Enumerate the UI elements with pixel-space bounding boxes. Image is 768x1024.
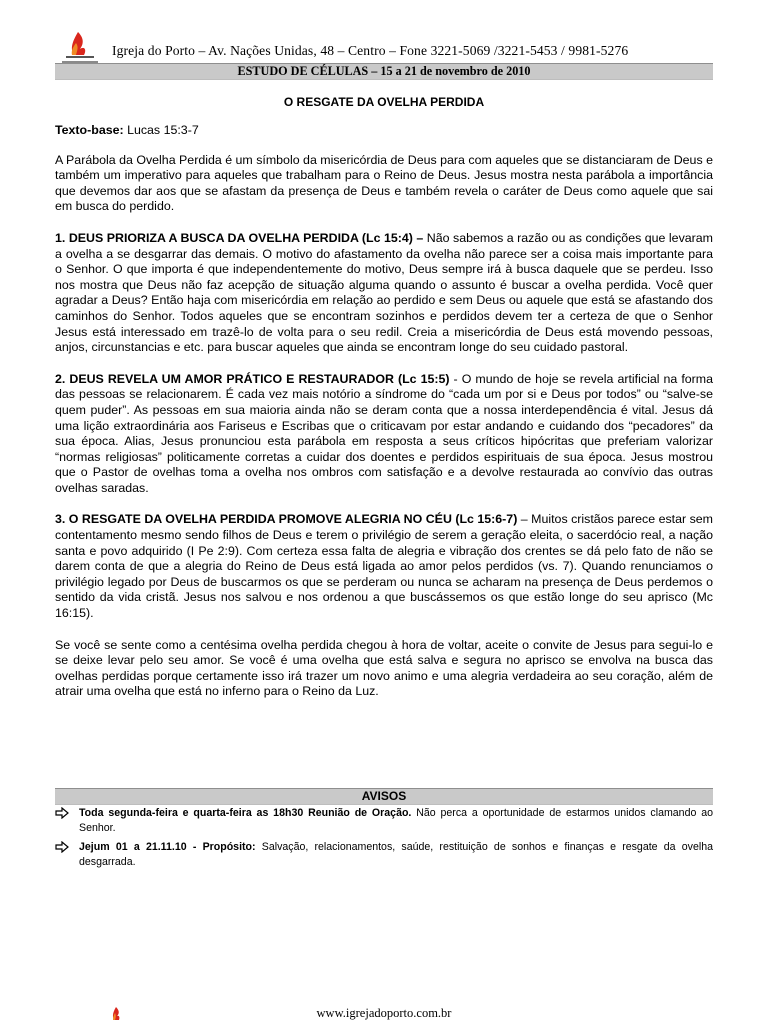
aviso-text-2: Salvação, relacionamentos, saúde, restituição de sonhos e finanças e resgate da ovelha desgarrada. bbox=[79, 841, 713, 868]
arrow-right-icon bbox=[55, 807, 69, 819]
aviso-bold-1: Toda segunda-feira e quarta-feira as 18h30 Reunião de Oração. bbox=[79, 807, 412, 819]
point-heading-3: 3. O RESGATE DA OVELHA PERDIDA PROMOVE ALEGRIA NO CÉU (Lc 15:6-7) bbox=[55, 512, 518, 527]
point-heading-1: 1. DEUS PRIORIZA A BUSCA DA OVELHA PERDIDA (Lc 15:4) – bbox=[55, 230, 424, 245]
header-address: Igreja do Porto – Av. Nações Unidas, 48 – Centro – Fone 3221-5069 /3221-5453 / 9981-5276 bbox=[112, 43, 629, 58]
aviso-text-1: Não perca a oportunidade de estarmos unidos clamando ao Senhor. bbox=[79, 807, 713, 834]
study-bar: ESTUDO DE CÉLULAS – 15 a 21 de novembro de 2010 bbox=[55, 63, 713, 80]
base-label: Texto-base: bbox=[55, 123, 124, 137]
avisos-bar: AVISOS bbox=[55, 788, 713, 805]
study-content bbox=[55, 123, 713, 716]
base-reference: Lucas 15:3-7 bbox=[123, 123, 199, 137]
arrow-right-icon bbox=[55, 841, 69, 853]
closing-paragraph: Se você se sente como a centésima ovelha perdida chegou à hora de voltar, aceite o convite de Jesus para segui-lo e se deixe levar pelo seu amor. Se você é uma ovelha que está salva e segura no aprisco se envolva na busca das ovelhas perdidas porque certamente isso irá trazer um novo animo e uma alegria verdadeira ao seu coração, além de atrair uma ovelha que está no inferno para o Reino da Luz. bbox=[55, 637, 713, 699]
intro-paragraph: A Parábola da Ovelha Perdida é um símbolo da misericórdia de Deus para com aqueles que se distanciaram de Deus e também um imperativo para aqueles que trabalham para o Reino de Deus. Jesus mostra nesta parábola a importância que devemos dar aos que se afastam da presença de Deus e também revela o caráter de Deus como aquele que sai em busca do perdido. bbox=[55, 152, 713, 214]
point-paragraph-2 bbox=[55, 372, 713, 497]
footer-url: www.igrejadoporto.com.br bbox=[316, 1006, 452, 1020]
point-text-2: - O mundo de hoje se revela artificial na forma das pessoas se relacionarem. É cada vez mais notório a síndrome do “cada um por si e Deus por todos” ou “salve-se quem puder”. As pessoas em sua maioria ainda não se deram conta que a nossa interdependência é vital. Jesus dá uma lição extraordinária aos Fariseus e Escribas que o criticavam por estar andando e cuidando dos “pecadores” da sua época. Alias, Jesus pronunciou esta parábola em resposta a seus críticos hipócritas que preferiam valorizar “normas religiosas” politicamente corretas a cuidar dos doentes e perdidos espirituais de sua época. Jesus mostrou que o Pastor de ovelhas toma a ovelha nos ombros com satisfação e a devolve restaurada ao convívio das outras ovelhas saradas. bbox=[55, 371, 713, 495]
aviso-item bbox=[55, 806, 713, 835]
point-text-1: Não sabemos a razão ou as condições que levaram a ovelha a se desgarrar das demais. O motivo do afastamento da ovelha não parece ser a coisa mais importante para o Senhor. O que importa é que independentemente do motivo, Deus sempre irá à busca daquele que se perdeu. Isso nos mostra que Deus não faz acepção de situação alguma quando o assunto é buscar a ovelha perdida. Você quer agradar a Deus? Então haja com misericórdia em relação ao perdido e sem Deus ou aquele que está se afastando dos caminhos do Senhor. Todos aqueles que se encontram sozinhos e perdidos devem ter a certeza de que o Senhor Jesus está interessado em trazê-lo de volta para o seu redil. Creia a misericórdia de Deus está movendo pessoas, anjos, circunstancias e etc. para buscar aqueles que ainda se encontram longe do seu cuidado pastoral. bbox=[55, 230, 713, 355]
base-text bbox=[55, 123, 713, 139]
page-title: O RESGATE DA OVELHA PERDIDA bbox=[283, 95, 485, 109]
point-text-3: – Muitos cristãos parece estar sem contentamento mesmo sendo filhos de Deus e terem o privilégio de serem a geração eleita, o sacerdócio real, a nação santa e povo adquirido (I Pe 2:9). Com certeza essa falta de alegria e vibração dos crentes se dá pelo fato de não se darem conta de que a alegria do Reino de Deus está ligada ao amor pelos perdidos (vs. 7). Quando renunciamos o privilégio legado por Deus de buscarmos os que se perderam ou nunca se acharam na presença de Deus perdemos o sentido da vida cristã. Jesus nos salvou e nos ordenou a que buscássemos os que estão longe do seu aprisco (Mc 16:15). bbox=[55, 512, 713, 621]
aviso-bold-2: Jejum 01 a 21.11.10 - Propósito: bbox=[79, 841, 256, 853]
avisos-list bbox=[55, 806, 713, 874]
point-heading-2: 2. DEUS REVELA UM AMOR PRÁTICO E RESTAURADOR (Lc 15:5) bbox=[55, 371, 450, 386]
point-paragraph-1 bbox=[55, 231, 713, 356]
aviso-item bbox=[55, 840, 713, 869]
point-paragraph-3 bbox=[55, 512, 713, 621]
